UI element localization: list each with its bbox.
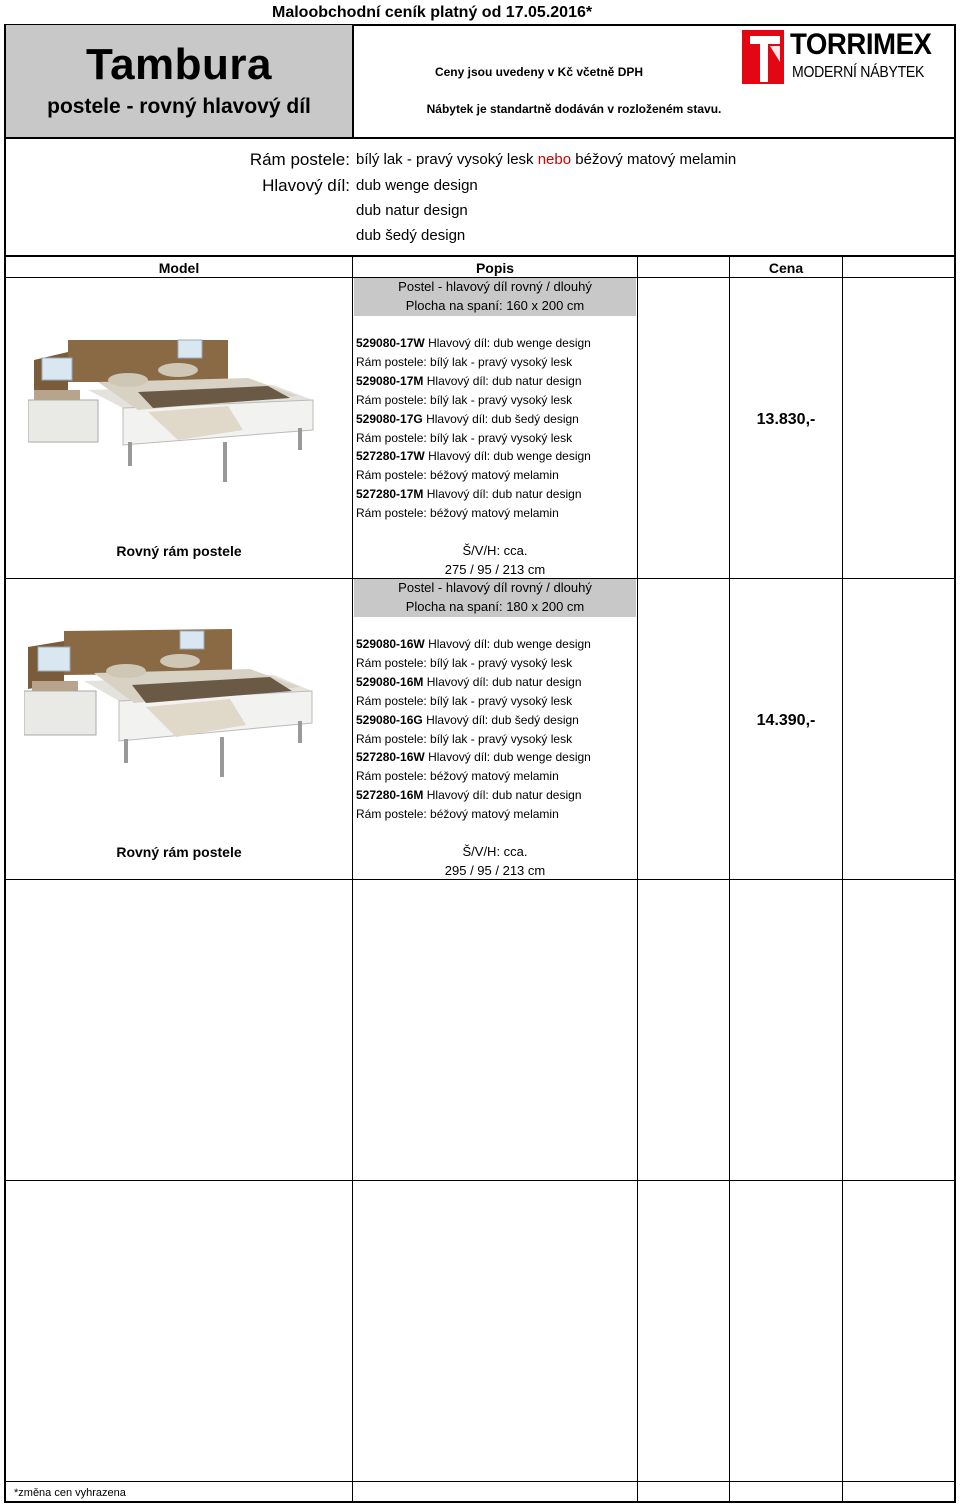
headboard-value-1: dub wenge design bbox=[356, 177, 478, 194]
row-rule-4 bbox=[4, 1481, 956, 1482]
product-title: Tambura bbox=[85, 40, 273, 89]
header-bottom-rule bbox=[4, 137, 956, 139]
frame-values bbox=[356, 151, 736, 168]
frame-bottom bbox=[4, 1501, 956, 1503]
item-code-line bbox=[356, 487, 582, 501]
product-2-model: Rovný rám postele bbox=[116, 844, 242, 860]
item-frame-line: Rám postele: bílý lak - pravý vysoký lesk bbox=[356, 355, 573, 369]
bed-180-image bbox=[24, 625, 316, 785]
item-frame-line: Rám postele: bílý lak - pravý vysoký lesk bbox=[356, 694, 573, 708]
item-code: 529080-17W bbox=[356, 336, 425, 350]
product-1-sleep-area: Plocha na spaní: 160 x 200 cm bbox=[405, 298, 585, 313]
item-headboard: Hlavový díl: dub natur design bbox=[426, 675, 582, 689]
item-code: 529080-16W bbox=[356, 637, 425, 651]
item-code: 527280-17M bbox=[356, 487, 424, 501]
product-1-dim-value: 275 / 95 / 213 cm bbox=[444, 562, 546, 577]
item-code: 527280-17W bbox=[356, 449, 425, 463]
frame-value-2: béžový matový melamin bbox=[575, 151, 737, 168]
item-frame-line: Rám postele: bílý lak - pravý vysoký lesk bbox=[356, 656, 573, 670]
item-code-line bbox=[356, 788, 582, 802]
product-2-sleep-area: Plocha na spaní: 180 x 200 cm bbox=[405, 599, 585, 614]
product-1-title: Postel - hlavový díl rovný / dlouhý bbox=[398, 279, 592, 294]
item-code-line bbox=[356, 713, 579, 727]
item-headboard: Hlavový díl: dub natur design bbox=[426, 487, 582, 501]
item-code-line bbox=[356, 412, 579, 426]
product-subtitle: postele - rovný hlavový díl bbox=[47, 95, 311, 118]
product-2-price: 14.390,- bbox=[756, 712, 816, 729]
item-frame-line: Rám postele: bílý lak - pravý vysoký lesk bbox=[356, 431, 573, 445]
item-headboard: Hlavový díl: dub wenge design bbox=[428, 336, 591, 350]
item-headboard: Hlavový díl: dub wenge design bbox=[428, 637, 591, 651]
col-header-price: Cena bbox=[768, 260, 804, 276]
item-headboard: Hlavový díl: dub wenge design bbox=[428, 449, 591, 463]
frame-label: Rám postele: bbox=[249, 150, 350, 169]
frame-value-1: bílý lak - pravý vysoký lesk bbox=[356, 151, 534, 168]
item-code-line bbox=[356, 675, 582, 689]
col-header-model: Model bbox=[158, 260, 200, 276]
col-header-desc: Popis bbox=[475, 260, 515, 276]
item-code-line bbox=[356, 637, 591, 651]
item-code-line bbox=[356, 750, 591, 764]
item-code: 527280-16M bbox=[356, 788, 424, 802]
item-code: 529080-17M bbox=[356, 374, 424, 388]
item-frame-line: Rám postele: béžový matový melamin bbox=[356, 468, 559, 482]
row-rule-2 bbox=[4, 879, 956, 880]
item-code-line bbox=[356, 449, 591, 463]
item-headboard: Hlavový díl: dub šedý design bbox=[426, 412, 579, 426]
product-2-title: Postel - hlavový díl rovný / dlouhý bbox=[398, 580, 592, 595]
title-box-divider bbox=[352, 24, 354, 138]
logo-tagline: MODERNÍ NÁBYTEK bbox=[792, 64, 925, 81]
item-frame-line: Rám postele: béžový matový melamin bbox=[356, 807, 559, 821]
item-frame-line: Rám postele: béžový matový melamin bbox=[356, 769, 559, 783]
assembly-note: Nábytek je standartně dodáván v rozloženém stavu. bbox=[426, 102, 722, 116]
headboard-label: Hlavový díl: bbox=[262, 176, 350, 195]
item-code-line bbox=[356, 336, 591, 350]
item-headboard: Hlavový díl: dub šedý design bbox=[426, 713, 579, 727]
item-code: 529080-16G bbox=[356, 713, 423, 727]
item-code-line bbox=[356, 374, 582, 388]
item-headboard: Hlavový díl: dub natur design bbox=[426, 788, 582, 802]
frame-left bbox=[4, 24, 6, 1503]
headboard-value-2: dub natur design bbox=[356, 202, 468, 219]
product-1-dim-label: Š/V/H: cca. bbox=[462, 543, 528, 558]
frame-right bbox=[954, 24, 956, 1503]
validity-date: Maloobchodní ceník platný od 17.05.2016* bbox=[272, 4, 593, 21]
product-1-model: Rovný rám postele bbox=[116, 543, 242, 559]
item-frame-line: Rám postele: béžový matový melamin bbox=[356, 506, 559, 520]
footer-note: *změna cen vyhrazena bbox=[14, 1487, 126, 1499]
item-headboard: Hlavový díl: dub wenge design bbox=[428, 750, 591, 764]
item-frame-line: Rám postele: bílý lak - pravý vysoký lesk bbox=[356, 393, 573, 407]
frame-or: nebo bbox=[537, 151, 572, 168]
product-1-price: 13.830,- bbox=[756, 411, 816, 428]
item-code: 529080-16M bbox=[356, 675, 424, 689]
row-rule-3 bbox=[4, 1180, 956, 1181]
headboard-value-3: dub šedý design bbox=[356, 227, 466, 244]
product-2-dim-label: Š/V/H: cca. bbox=[462, 844, 528, 859]
logo-wordmark: TORRIMEX bbox=[790, 28, 932, 61]
item-code: 527280-16W bbox=[356, 750, 425, 764]
item-headboard: Hlavový díl: dub natur design bbox=[426, 374, 582, 388]
bed-160-image bbox=[28, 330, 320, 490]
product-2-dim-value: 295 / 95 / 213 cm bbox=[444, 863, 546, 878]
torrimex-logo bbox=[740, 28, 950, 86]
item-frame-line: Rám postele: bílý lak - pravý vysoký lesk bbox=[356, 732, 573, 746]
table-top-rule bbox=[4, 255, 956, 257]
item-code: 529080-17G bbox=[356, 412, 423, 426]
prices-note: Ceny jsou uvedeny v Kč včetně DPH bbox=[434, 65, 644, 79]
